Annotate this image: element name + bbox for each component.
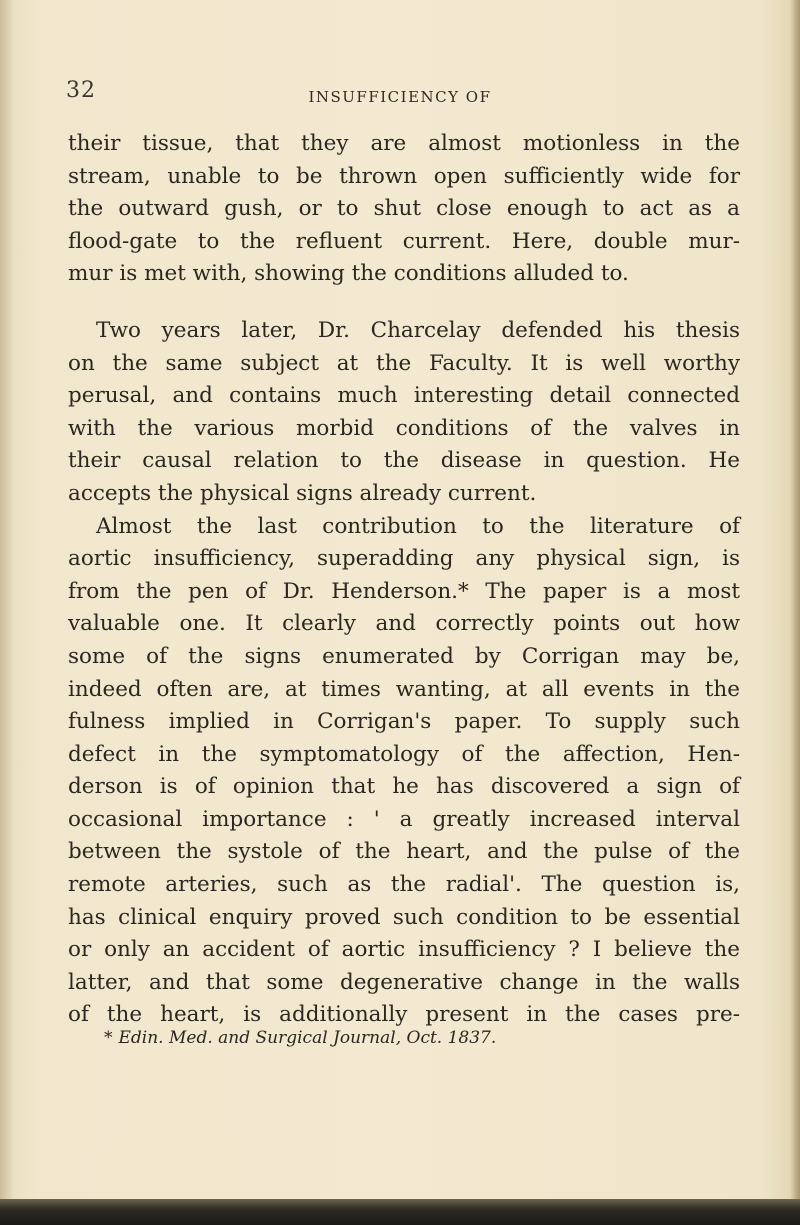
- footnote-text: Edin. Med. and Surgical Journal, Oct. 1837.: [118, 1028, 497, 1048]
- text-line: derson is of opinion that he has discovered a sign of: [68, 774, 740, 800]
- running-head: INSUFFICIENCY OF: [308, 88, 492, 106]
- text-line: their tissue, that they are almost motionless in the: [68, 131, 740, 156]
- text-line: of the heart, is additionally present in the cases pre-: [68, 1002, 740, 1028]
- text-line: Almost the last contribution to the literature of: [96, 513, 740, 539]
- paragraph-2: [68, 315, 740, 511]
- text-line: perusal, and contains much interesting detail connected: [68, 383, 740, 409]
- text-line: on the same subject at the Faculty. It is well worthy: [68, 350, 740, 376]
- scan-bottom-edge: [0, 1199, 800, 1225]
- text-line: or only an accident of aortic insufficiency ? I believe the: [68, 937, 740, 963]
- text-line: from the pen of Dr. Henderson.* The paper is a most: [68, 578, 740, 604]
- page-number: 32: [66, 78, 96, 103]
- page-edge: [790, 0, 800, 1225]
- text-line: the outward gush, or to shut close enough to act as a: [68, 196, 740, 222]
- text-line: fulness implied in Corrigan's paper. To supply such: [68, 709, 740, 735]
- text-line: defect in the symptomatology of the affection, Hen-: [68, 741, 740, 767]
- text-line: remote arteries, such as the radial'. The question is,: [68, 872, 740, 898]
- text-line: Two years later, Dr. Charcelay defended his thesis: [96, 317, 740, 343]
- gutter-shadow: [0, 0, 14, 1225]
- text-line: valuable one. It clearly and correctly points out how: [68, 611, 740, 637]
- body-text: [68, 128, 740, 1032]
- paragraph-1: [68, 128, 740, 291]
- text-line: with the various morbid conditions of the valves in: [68, 415, 740, 441]
- text-line: aortic insufficiency, superadding any physical sign, is: [68, 546, 740, 572]
- text-line: mur is met with, showing the conditions alluded to.: [68, 261, 629, 287]
- text-line: their causal relation to the disease in question. He: [68, 448, 740, 474]
- text-line: indeed often are, at times wanting, at all events in the: [68, 676, 740, 702]
- footnote-marker: *: [104, 1028, 113, 1048]
- text-line: some of the signs enumerated by Corrigan may be,: [68, 643, 740, 669]
- text-line: between the systole of the heart, and the pulse of the: [68, 839, 740, 865]
- text-line: flood-gate to the refluent current. Here, double mur-: [68, 228, 740, 254]
- text-line: accepts the physical signs already current.: [68, 480, 537, 506]
- text-line: latter, and that some degenerative change in the walls: [68, 969, 740, 995]
- paragraph-3: [68, 511, 740, 1033]
- text-line: has clinical enquiry proved such condition to be essential: [68, 904, 740, 930]
- text-line: stream, unable to be thrown open sufficiently wide for: [68, 163, 740, 189]
- footnote: [104, 1028, 496, 1048]
- text-line: occasional importance : ' a greatly increased interval: [68, 806, 740, 832]
